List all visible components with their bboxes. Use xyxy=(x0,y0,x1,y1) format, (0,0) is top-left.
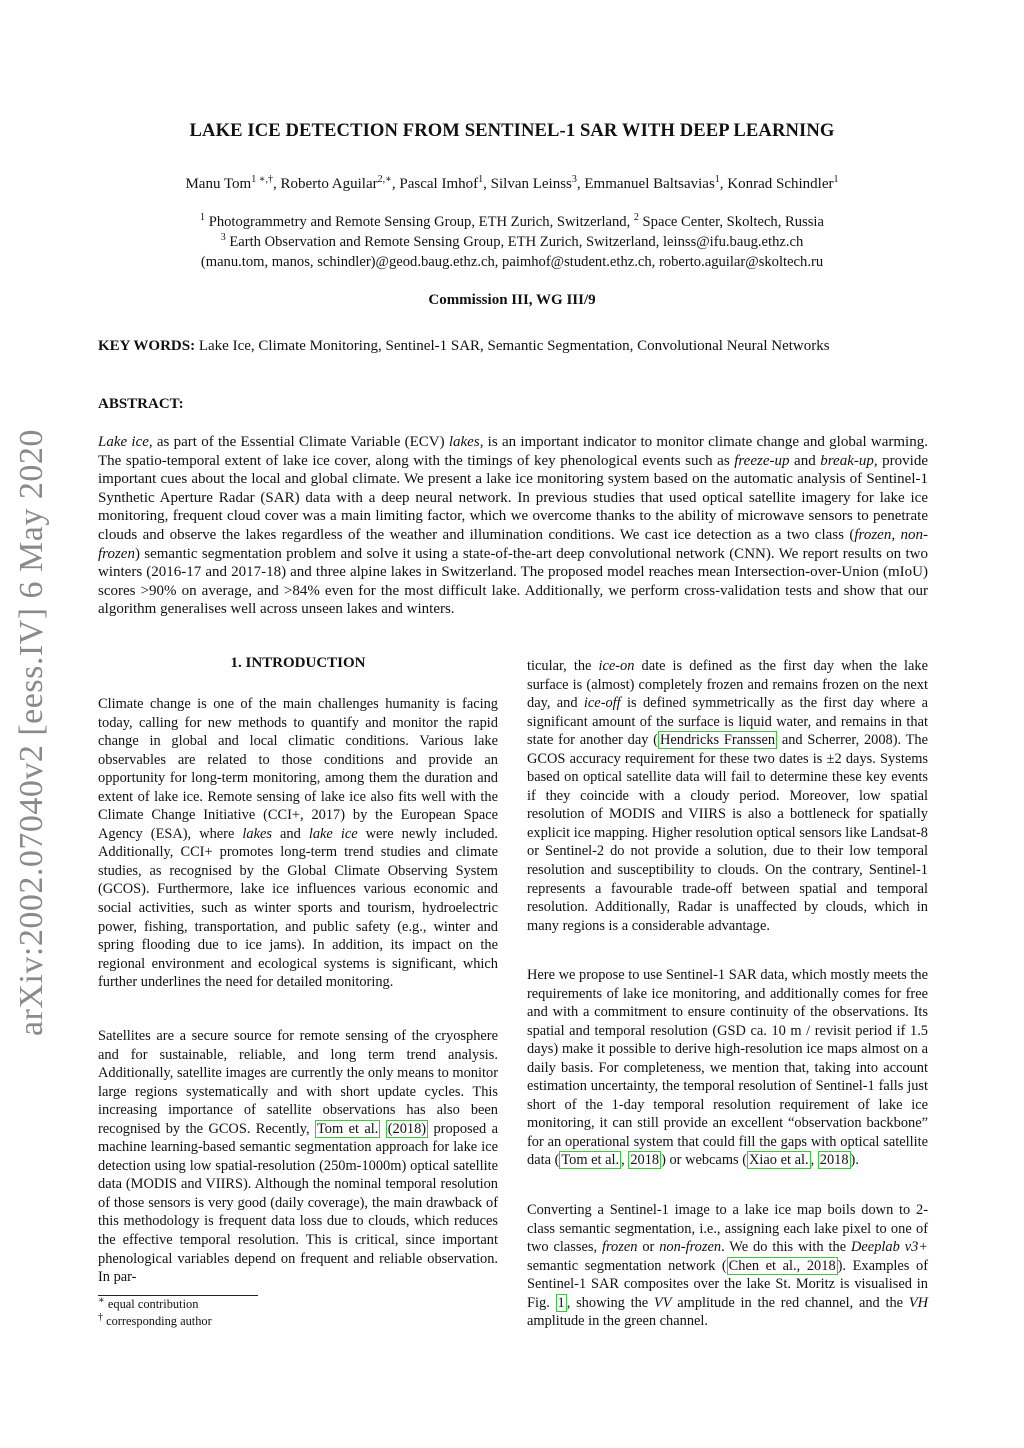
author: Konrad Schindler xyxy=(727,176,834,192)
footnote-1 xyxy=(98,1294,199,1312)
citation-link[interactable]: Tom et al. xyxy=(317,1120,379,1137)
citation-link[interactable]: Hendricks Franssen xyxy=(659,732,776,749)
author: Pascal Imhof xyxy=(399,176,479,192)
author: Roberto Aguilar xyxy=(280,176,378,192)
intro-paragraph-4: Here we propose to use Sentinel-1 SAR data, which mostly meets the requirements of lake ice monitoring, and additionally comes for free and with a commitment to ensure continuity of the observations. Its spatial and temporal resolution (GSD ca. 10 m / revisit period if 1.5 days) make it possible to derive high-resolution ice maps almost on a daily basis. For completeness, we mention that, taking into account estimation uncertainty, the temporal resolution of Sentinel-1 falls just short of the 1-day temporal resolution requirement of lake ice monitoring, it can still provide an excellent “observation backbone” for an operational system that could fill the gaps with optical satellite data ( Tom et al. , 2018 ) or webcams ( Xiao et al. , 2018 ). xyxy=(527,967,928,1169)
arxiv-identifier: arXiv:2002.07040v2 [eess.IV] 6 May 2020 xyxy=(13,429,50,1036)
abstract-body: Lake ice, as part of the Essential Climate Variable (ECV) lakes, is an important indicator to monitor climate change and global warming. The spatio-temporal extent of lake ice cover, along with the timings of key phenological events such as freeze-up and break-up, provide important cues about the local and global climate. We present a lake ice monitoring system based on the automatic analysis of Sentinel-1 Synthetic Aperture Radar (SAR) data with a deep neural network. In previous studies that used optical satellite imagery for lake ice monitoring, frequent cloud cover was a main limiting factor, which we overcome thanks to the ability of microwave sensors to penetrate clouds and observe the lakes regardless of the weather and illumination conditions. We cast ice detection as a two class (frozen, non-frozen) semantic segmentation problem and solve it using a state-of-the-art deep convolutional network (CNN). We report results on two winters (2016-17 and 2017-18) and three alpine lakes in Switzerland. The proposed model reaches mean Intersection-over-Union (mIoU) scores >90% on average, and >84% even for the most difficult lake. Additionally, we perform cross-validation tests and show that our algorithm generalises well across unseen lakes and winters. xyxy=(98,434,928,618)
intro-paragraph-1: Climate change is one of the main challenges humanity is facing today, calling for new methods to quantify and monitor the rapid change in global and local climatic conditions. Various lake observables are related to those conditions and provide an opportunity for long-term monitoring, among them the duration and extent of lake ice. Remote sensing of lake ice also fits well with the Climate Change Initiative (CCI+, 2017) by the European Space Agency (ESA), where lakes and lake ice were newly included. Additionally, CCI+ promotes long-term trend studies and climate studies, as recognised by the Global Climate Observing System (GCOS). Furthermore, lake ice influences various economic and social activities, such as winter sports and tourism, hydroelectric power, fishing, transportation, and public safety (e.g., winter and spring flooding due to ice jams). In addition, its impact on the regional environment and ecological systems is significant, which further underlines the need for detailed monitoring. xyxy=(98,696,498,991)
citation-link[interactable]: (2018) xyxy=(387,1120,427,1137)
author: Emmanuel Baltsavias xyxy=(584,176,715,192)
author: Silvan Leinss xyxy=(490,176,572,192)
author-list: Manu Tom$^{1 ∗,\dagger}$, Roberto Aguilar$^{2,∗}$, Pascal Imhof$^1$, Silvan Leinss$^3$, Emmanuel Baltsavias$^1$, Konrad Schindler$^1$ xyxy=(185,174,839,192)
footnote-text: equal contribution xyxy=(107,1297,199,1311)
footnote-text: corresponding author xyxy=(106,1314,212,1328)
intro-paragraph-5: Converting a Sentinel-1 image to a lake ice map boils down to 2-class semantic segmentation, i.e., assigning each lake pixel to one of two classes, frozen or non-frozen. We do this with the Deeplab v3+ semantic segmentation network ( Chen et al., 2018 ). Examples of Sentinel-1 SAR composites over the lake St. Moritz is visualised in Fig. 1 , showing the VV amplitude in the red channel, and the VH amplitude in the green channel. xyxy=(527,1202,928,1330)
footnote-mark: ∗ xyxy=(98,1294,105,1306)
abstract-heading: ABSTRACT: xyxy=(98,396,184,412)
aff-sup: 3 xyxy=(220,232,226,244)
affiliation-line-2 xyxy=(60,234,964,251)
footnote-rule xyxy=(98,1295,258,1296)
affiliation-1: Photogrammetry and Remote Sensing Group, ETH Zurich, Switzerland, xyxy=(208,214,631,230)
author-sup: 1 ∗,† xyxy=(251,174,274,185)
author: Manu Tom xyxy=(185,176,252,192)
commission: Commission III, WG III/9 xyxy=(428,292,596,308)
section-heading-introduction: 1. INTRODUCTION xyxy=(230,655,366,671)
citation-link[interactable]: Xiao et al. xyxy=(749,1152,809,1169)
affiliation-3: Earth Observation and Remote Sensing Group, ETH Zurich, Switzerland, leinss@ifu.baug.ethz.ch xyxy=(229,234,804,250)
author-emails: (manu.tom, manos, schindler)@geod.baug.ethz.ch, paimhof@student.ethz.ch, roberto.aguilar@skoltech.ru xyxy=(200,254,824,270)
aff-sup: 1 xyxy=(200,212,206,224)
keywords xyxy=(98,338,928,355)
keywords-text: Lake Ice, Climate Monitoring, Sentinel-1 SAR, Semantic Segmentation, Convolutional Neural Networks xyxy=(198,338,830,354)
aff-sup: 2 xyxy=(633,212,639,224)
intro-paragraph-2: Satellites are a secure source for remote sensing of the cryosphere and for sustainable, reliable, and long term trend analysis. Additionally, satellite images are currently the only means to monitor large regions systematically and with short update cycles. This increasing importance of satellite observations has also been recognised by the GCOS. Recently, Tom et al. (2018) proposed a machine learning-based semantic segmentation approach for lake ice detection using low spatial-resolution (250m-1000m) optical satellite data (MODIS and VIIRS). Although the nominal temporal resolution of those sensors is very good (daily coverage), the main drawback of this methodology is frequent data loss due to clouds, which reduces the effective temporal resolution. This is critical, since important phenological variables depend on frequent and reliable observation. In par- xyxy=(98,1028,498,1286)
affiliation-2: Space Center, Skoltech, Russia xyxy=(642,214,824,230)
paper-title: LAKE ICE DETECTION FROM SENTINEL-1 SAR WITH DEEP LEARNING xyxy=(189,120,835,141)
keywords-label: KEY WORDS: xyxy=(98,338,196,354)
footnote-2 xyxy=(98,1311,212,1329)
author-sup: 1 xyxy=(478,174,484,185)
citation-link[interactable]: Chen et al., 2018 xyxy=(728,1257,836,1274)
intro-paragraph-3: ticular, the ice-on date is defined as the first day when the lake surface is (almost) completely frozen and remains frozen on the next day, and ice-off is defined symmetrically as the first day where a significant amount of the surface is liquid water, and remains in that state for another day ( Hendricks Franssen and Scherrer, 2008). The GCOS accuracy requirement for these two dates is ±2 days. Systems based on optical satellite data will fail to determine these key events if they coincide with a cloudy period. Moreover, low spatial resolution of MODIS and VIIRS is also a bottleneck for spatially explicit ice mapping. Higher resolution optical sensors like Landsat-8 or Sentinel-2 do not provide a solution, due to their low temporal resolution and susceptibility to clouds. On the contrary, Sentinel-1 represents a favourable trade-off between spatial and temporal resolution. Additionally, Radar is unaffected by clouds, which in many regions is a considerable advantage. xyxy=(527,658,929,934)
figure-link[interactable]: 1 xyxy=(557,1294,565,1311)
affiliation-line-1 xyxy=(60,214,964,231)
author-sup: 1 xyxy=(833,174,839,185)
author-sup: 3 xyxy=(571,174,577,185)
footnote-mark: † xyxy=(98,1311,103,1323)
author-sup: 1 xyxy=(714,174,720,185)
author-sup: 2,∗ xyxy=(377,174,392,185)
citation-link[interactable]: 2018 xyxy=(630,1152,660,1169)
citation-link[interactable]: 2018 xyxy=(819,1152,849,1169)
citation-link[interactable]: Tom et al. xyxy=(561,1152,620,1169)
